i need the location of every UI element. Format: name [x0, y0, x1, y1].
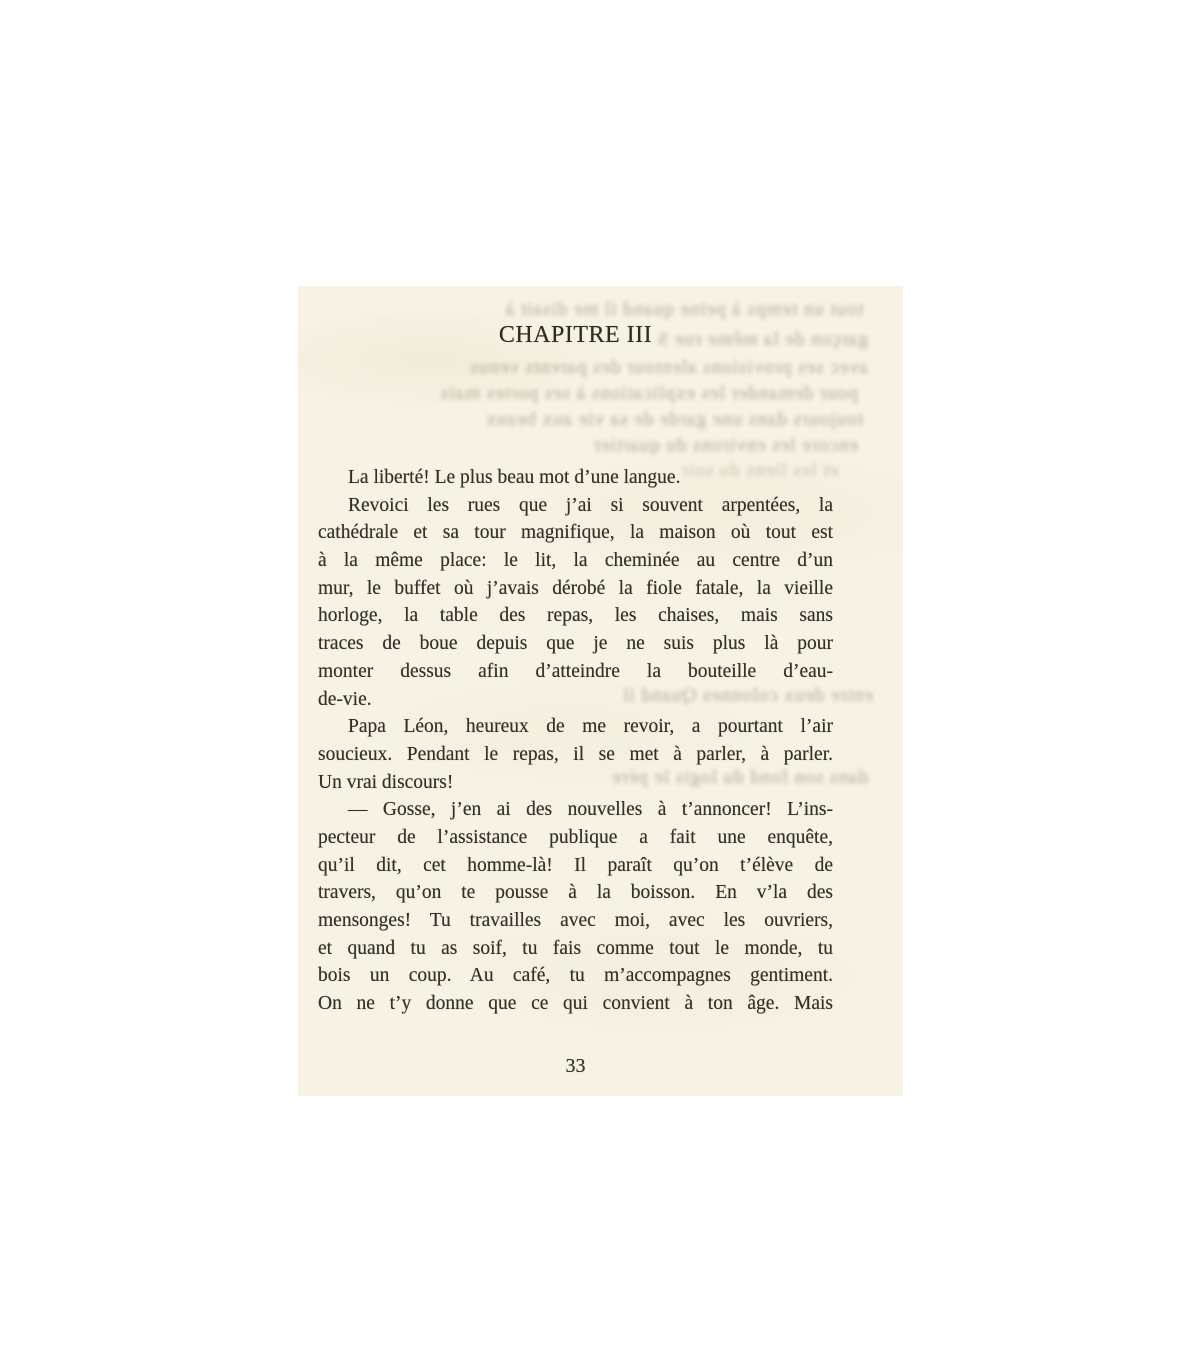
bleedthrough-text: tout un temps à peine quand il me disait à — [504, 299, 863, 320]
body-line: — Gosse, j’en ai des nouvelles à t’annoncer! L’ins- — [348, 799, 833, 821]
body-line: mensonges! Tu travailles avec moi, avec les ouvriers, — [318, 910, 833, 931]
bleedthrough-text: avec ses provisions alentour des parents venus — [469, 357, 868, 378]
page-number: 33 — [565, 1055, 586, 1077]
body-line: qu’il dit, cet homme-là! Il paraît qu’on t’élève de — [318, 854, 833, 876]
bleedthrough-text: pour demander les explications à ses portes mais — [440, 383, 858, 404]
bleedthrough-text: dans son fond du logis le père — [611, 767, 868, 788]
body-line: traces de boue depuis que je ne suis plus là pour — [318, 633, 833, 655]
body-line: mur, le buffet où j’avais dérobé la fiole fatale, la vieille — [318, 577, 833, 599]
body-line: Papa Léon, heureux de me revoir, a pourtant l’air — [348, 716, 833, 738]
chapter-heading: CHAPITRE III — [498, 322, 653, 348]
body-line: monter dessus afin d’atteindre la bouteille d’eau- — [318, 660, 833, 682]
book-page — [298, 286, 903, 1096]
body-line: pecteur de l’assistance publique a fait une enquête, — [318, 826, 833, 848]
body-line: de-vie. — [318, 688, 372, 710]
body-line: soucieux. Pendant le repas, il se met à parler, à parler. — [318, 743, 833, 765]
body-line: et quand tu as soif, tu fais comme tout le monde, tu — [318, 937, 833, 959]
body-line: à la même place: le lit, la cheminée au centre d’un — [318, 550, 833, 572]
body-line: horloge, la table des repas, les chaises, mais sans — [318, 605, 833, 627]
bleedthrough-text: entre deux colonnes Quand il — [622, 685, 873, 706]
body-text — [318, 464, 833, 1018]
bleedthrough-text: toujours dans une garde de sa vie aux beaux — [485, 409, 863, 430]
body-line: On ne t’y donne que ce qui convient à ton âge. Mais — [318, 993, 833, 1015]
body-line: Revoici les rues que j’ai si souvent arpentées, la — [348, 494, 833, 516]
body-line: travers, qu’on te pousse à la boisson. En v’la des — [318, 882, 833, 904]
bleedthrough-text: garçon de la même rue S — [656, 329, 868, 350]
bleedthrough-text: encore les environs du quartier — [592, 435, 858, 456]
body-line: cathédrale et sa tour magnifique, la maison où tout est — [318, 522, 833, 544]
body-line: Un vrai discours! — [318, 771, 454, 793]
body-line: La liberté! Le plus beau mot d’une langue. — [348, 467, 681, 488]
body-line: bois un coup. Au café, tu m’accompagnes gentiment. — [318, 965, 833, 987]
bleedthrough-text: et les liens du soir — [680, 460, 838, 481]
